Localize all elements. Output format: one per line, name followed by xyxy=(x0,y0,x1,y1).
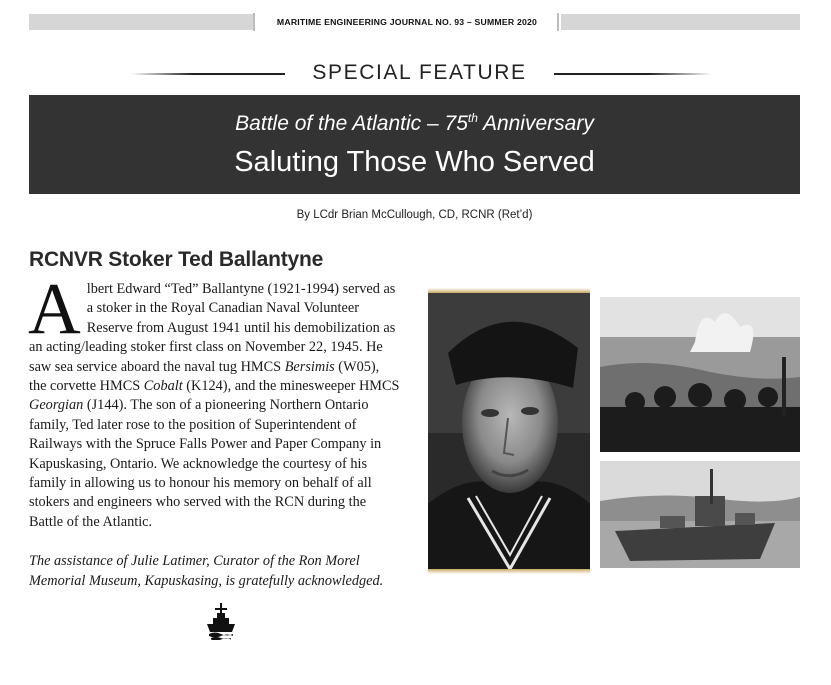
byline: By LCdr Brian McCullough, CD, RCNR (Ret’d) xyxy=(296,209,533,221)
acknowledgement: The assistance of Julie Latimer, Curator of the Ron Morel Memorial Museum, Kapuskasing, is gratefully acknowledged. xyxy=(29,553,384,589)
header-divider xyxy=(253,13,255,31)
banner-title: Saluting Those Who Served xyxy=(234,146,595,178)
header-divider xyxy=(557,13,559,31)
photo-gold-edge xyxy=(428,569,590,574)
section-rule-left xyxy=(131,73,285,75)
article-heading: RCNVR Stoker Ted Ballantyne xyxy=(29,248,324,271)
ship-name: Cobalt xyxy=(143,378,183,395)
section-label: SPECIAL FEATURE xyxy=(312,61,527,84)
journal-title: MARITIME ENGINEERING JOURNAL NO. 93 – SUMMER 2020 xyxy=(276,17,538,27)
header-bar-right xyxy=(561,14,800,30)
ordinal-suffix: th xyxy=(467,111,478,125)
drop-cap: A xyxy=(28,268,81,349)
article-body: Albert Edward “Ted” Ballantyne (1921-1994) served as a stoker in the Royal Canadian Naval Volunteer Reserve from August 1941 until his demobilization as an acting/leading stoker first class on November 22, 1945. He saw sea service aboard the naval tug HMCS Bersimis (W05), the corvette HMCS Cobalt (K124), and the minesweeper HMCS Georgian (J144). The son of a pioneering Northern Ontario family, Ted later rose to the position of Superintendent of Railways with the Spruce Falls Power and Paper Company in Kapuskasing, Ontario. We acknowledge the courtesy of his family in allowing us to honour his memory on behalf of all stokers and engineers who served with the RCN during the Battle of the Atlantic. xyxy=(28,268,400,530)
banner-subtitle: Battle of the Atlantic – 75th Anniversary xyxy=(235,111,594,135)
header-bar-left xyxy=(29,14,253,30)
ship-name: Bersimis xyxy=(284,358,335,375)
warship-photo xyxy=(600,461,800,568)
ship-name: Georgian xyxy=(29,397,84,414)
warship-silhouette-icon xyxy=(206,603,236,640)
section-rule-right xyxy=(554,73,712,75)
explosion-at-sea-photo xyxy=(600,297,800,452)
portrait-photo xyxy=(428,293,590,569)
